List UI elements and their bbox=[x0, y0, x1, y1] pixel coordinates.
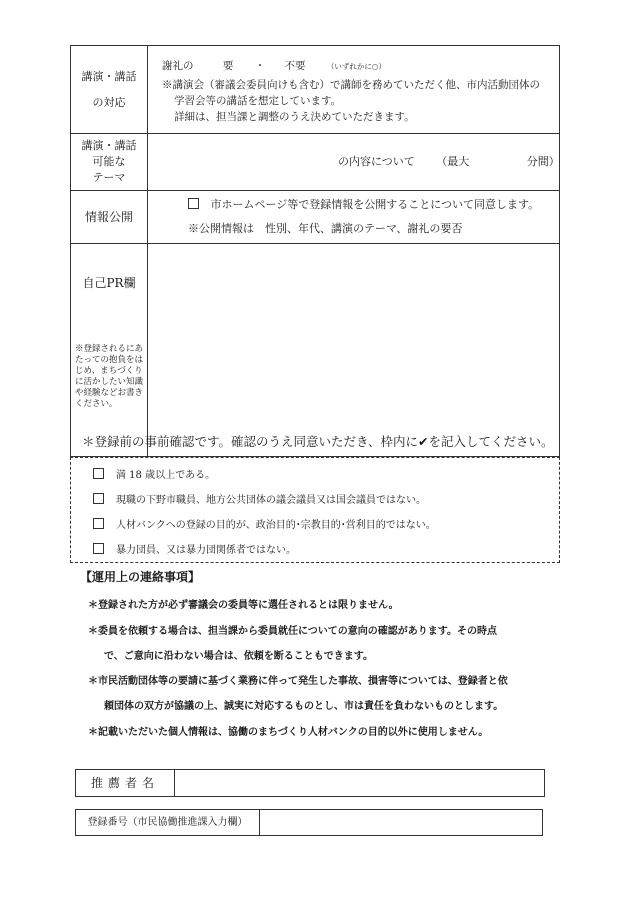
registration-number-row bbox=[75, 809, 543, 836]
publish-row bbox=[71, 191, 560, 244]
publish-info-text: ※公開情報は 性別、年代、講演のテーマ、謝礼の要否 bbox=[188, 222, 463, 235]
theme-label-line1: 講演・講話 bbox=[81, 139, 137, 152]
pr-note: ※登録されるにあたっての抱負をはじめ、まちづくりに活かしたい知識や経験などお書きください。 bbox=[75, 344, 144, 409]
publish-label-cell bbox=[71, 191, 148, 244]
lecture-note-line2: 学習会等の講話を想定しています。 bbox=[174, 95, 342, 107]
lecture-note-line3: 詳細は、担当課と調整のうえ決めていただきます。 bbox=[174, 111, 415, 123]
precheck-item-text: 満 18 歳以上である。 bbox=[116, 470, 216, 481]
recommender-row bbox=[75, 769, 545, 797]
lecture-note-line1: ※講演会（審議会委員向けも含む）で講師を務めていただく他、市内活動団体の bbox=[162, 79, 540, 91]
fee-hint: （いずれかに○） bbox=[326, 62, 386, 71]
lecture-row bbox=[71, 46, 560, 134]
recommender-input[interactable] bbox=[176, 770, 544, 796]
operations-note: ＊登録された方が必ず審議会の委員等に選任されるとは限りません。 bbox=[88, 600, 399, 611]
precheck-checkbox[interactable] bbox=[93, 543, 104, 554]
precheck-item bbox=[93, 541, 296, 556]
theme-label-cell bbox=[71, 134, 148, 191]
fee-need-option[interactable]: 要 bbox=[222, 60, 234, 72]
publish-content-cell bbox=[148, 191, 560, 244]
fee-separator: ・ bbox=[254, 60, 266, 72]
fee-noneed-option[interactable]: 不要 bbox=[284, 60, 306, 72]
theme-max-label: （最大 bbox=[436, 155, 470, 168]
operations-note: ＊市民活動団体等の要請に基づく業務に伴って発生した事故、損害等については、登録者と依 bbox=[88, 676, 508, 687]
lecture-label-line2: の対応 bbox=[92, 95, 126, 109]
precheck-item-text: 暴力団員、又は暴力団関係者ではない。 bbox=[116, 545, 296, 556]
precheck-item-text: 現職の下野市職員、地方公共団体の議会議員又は国会議員ではない。 bbox=[116, 495, 426, 506]
fee-label: 謝礼の bbox=[162, 60, 194, 72]
registration-number-input[interactable] bbox=[261, 810, 542, 835]
precheck-checkbox[interactable] bbox=[93, 518, 104, 529]
publish-label: 情報公開 bbox=[84, 210, 133, 224]
pr-label-cell bbox=[71, 244, 148, 457]
operations-heading: 【運用上の連絡事項】 bbox=[80, 570, 201, 584]
precheck-item-text: 人材バンクへの登録の目的が、政治目的･宗教目的･営利目的ではない。 bbox=[116, 520, 436, 531]
operations-note-continued: 頼団体の双方が協議の上、誠実に対応するものとし、市は責任を負わないものとします。 bbox=[104, 701, 504, 712]
precheck-item bbox=[93, 466, 215, 481]
theme-minutes-label: 分間） bbox=[526, 155, 560, 168]
check-mark-icon: ✔ bbox=[418, 434, 429, 449]
registration-form-table bbox=[70, 45, 560, 457]
precheck-box bbox=[70, 457, 560, 563]
theme-content-cell[interactable] bbox=[148, 134, 560, 191]
theme-label-line3: テーマ bbox=[92, 171, 126, 184]
pr-input-area[interactable] bbox=[148, 244, 560, 457]
precheck-checkbox[interactable] bbox=[93, 493, 104, 504]
operations-note: ＊記載いただいた個人情報は、協働のまちづくり人材バンクの目的以外に使用しません。 bbox=[88, 727, 489, 738]
precheck-item bbox=[93, 491, 426, 506]
precheck-checkbox[interactable] bbox=[93, 468, 104, 479]
lecture-content-cell[interactable] bbox=[148, 46, 560, 134]
pr-row bbox=[71, 244, 560, 457]
operations-note: ＊委員を依頼する場合は、担当課から委員就任についての意向の確認があります。その時点 bbox=[88, 626, 497, 637]
pr-label: 自己PR欄 bbox=[82, 276, 136, 290]
recommender-label: 推薦者名 bbox=[76, 770, 175, 796]
publish-consent-checkbox[interactable] bbox=[188, 198, 199, 209]
precheck-item bbox=[93, 516, 436, 531]
publish-consent-text: 市ホームページ等で登録情報を公開することについて同意します。 bbox=[210, 198, 540, 211]
theme-label-line2: 可能な bbox=[92, 155, 126, 168]
lecture-label-cell bbox=[71, 46, 148, 134]
operations-note-continued: で、ご意向に沿わない場合は、依頼を断ることもできます。 bbox=[104, 651, 373, 662]
precheck-instruction bbox=[82, 432, 554, 450]
precheck-intro-part2: を記入してください。 bbox=[428, 434, 554, 449]
registration-number-label: 登録番号（市民協働推進課入力欄） bbox=[76, 810, 260, 835]
theme-text: の内容について bbox=[338, 155, 415, 168]
precheck-intro-part1: ＊登録前の事前確認です。確認のうえ同意いただき、枠内に bbox=[82, 434, 419, 449]
theme-row bbox=[71, 134, 560, 191]
lecture-label-line1: 講演・講話 bbox=[81, 69, 137, 83]
